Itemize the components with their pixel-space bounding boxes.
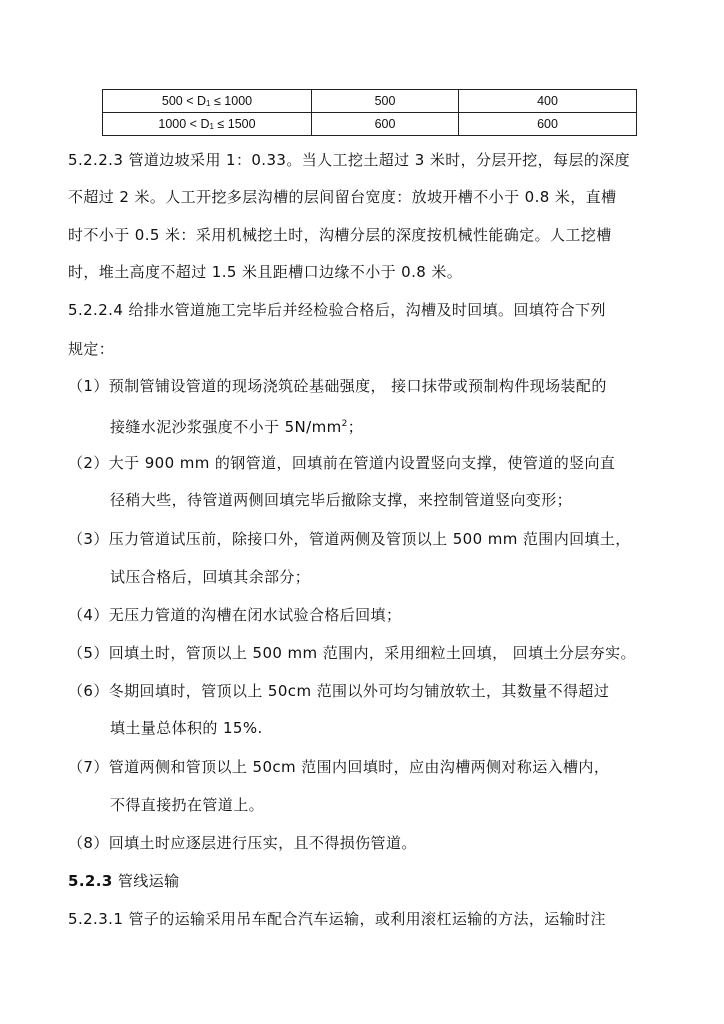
- paragraph-line: 5.2.2.3 管道边坡采用 1：0.33。当人工挖土超过 3 米时，分层开挖，每层的深度: [68, 151, 631, 169]
- table-cell: [103, 113, 312, 136]
- paragraph-line: 5.2.3.1 管子的运输采用吊车配合汽车运输，或利用滚杠运输的方法，运输时注: [68, 910, 606, 928]
- cell-text: ≤ 1000: [210, 94, 253, 108]
- table-row: [103, 113, 637, 136]
- item-text: ；: [347, 418, 364, 436]
- list-item-continuation: 径稍大些，待管道两侧回填完毕后撤除支撑，来控制管道竖向变形；: [110, 491, 573, 509]
- list-item: （1）预制管铺设管道的现场浇筑砼基础强度， 接口抹带或预制构件现场装配的: [68, 377, 607, 395]
- item-text: 接缝水泥沙浆强度不小于 5N/mm: [110, 418, 342, 436]
- cell-text: ≤ 1500: [213, 117, 256, 131]
- list-item-continuation: 试压合格后，回填其余部分；: [110, 568, 311, 586]
- list-item: （2）大于 900 mm 的钢管道，回填前在管道内设置竖向支撑，使管道的竖向直: [68, 454, 616, 472]
- section-heading: [68, 871, 180, 891]
- list-item: （5）回填土时，管顶以上 500 mm 范围内，采用细粒土回填， 回填土分层夯实。: [68, 644, 636, 662]
- table-cell: [103, 90, 312, 113]
- spec-table: [102, 89, 637, 136]
- list-item-continuation: [110, 414, 363, 437]
- list-item-continuation: 不得直接扔在管道上。: [110, 796, 265, 814]
- list-item-continuation: 填土量总体积的 15%.: [110, 719, 263, 737]
- paragraph-line: 不超过 2 米。人工开挖多层沟槽的层间留台宽度：放坡开槽不小于 0.8 米，直槽: [68, 188, 617, 206]
- paragraph-line: 时，堆土高度不超过 1.5 米且距槽口边缘不小于 0.8 米。: [68, 263, 463, 281]
- section-number: 5.2.3: [68, 872, 113, 890]
- table-row: [103, 90, 637, 113]
- table-cell: 400: [459, 90, 637, 113]
- cell-text: 1000 < D: [158, 117, 210, 131]
- list-item: （7）管道两侧和管顶以上 50cm 范围内回填时，应由沟槽两侧对称运入槽内，: [68, 758, 610, 776]
- cell-subscript: 1: [209, 122, 214, 131]
- superscript: 2: [341, 419, 348, 429]
- list-item: （8）回填土时应逐层进行压实，且不得损伤管道。: [68, 834, 417, 852]
- paragraph-line: 时不小于 0.5 米：采用机械挖土时，沟槽分层的深度按机械性能确定。人工挖槽: [68, 226, 612, 244]
- table-cell: 500: [312, 90, 459, 113]
- paragraph-line: 5.2.2.4 给排水管道施工完毕后并经检验合格后，沟槽及时回填。回填符合下列: [68, 301, 606, 319]
- table-cell: 600: [459, 113, 637, 136]
- section-title: 管线运输: [112, 872, 180, 890]
- list-item: （4）无压力管道的沟槽在闭水试验合格后回填；: [68, 606, 402, 624]
- list-item: （6）冬期回填时，管顶以上 50cm 范围以外可均匀铺放软土，其数量不得超过: [68, 682, 610, 700]
- cell-text: 500 < D: [161, 94, 207, 108]
- cell-subscript: 1: [206, 99, 211, 108]
- list-item: （3）压力管道试压前，除接口外，管道两侧及管顶以上 500 mm 范围内回填土，: [68, 530, 631, 548]
- paragraph-line: 规定：: [68, 340, 115, 358]
- table-cell: 600: [312, 113, 459, 136]
